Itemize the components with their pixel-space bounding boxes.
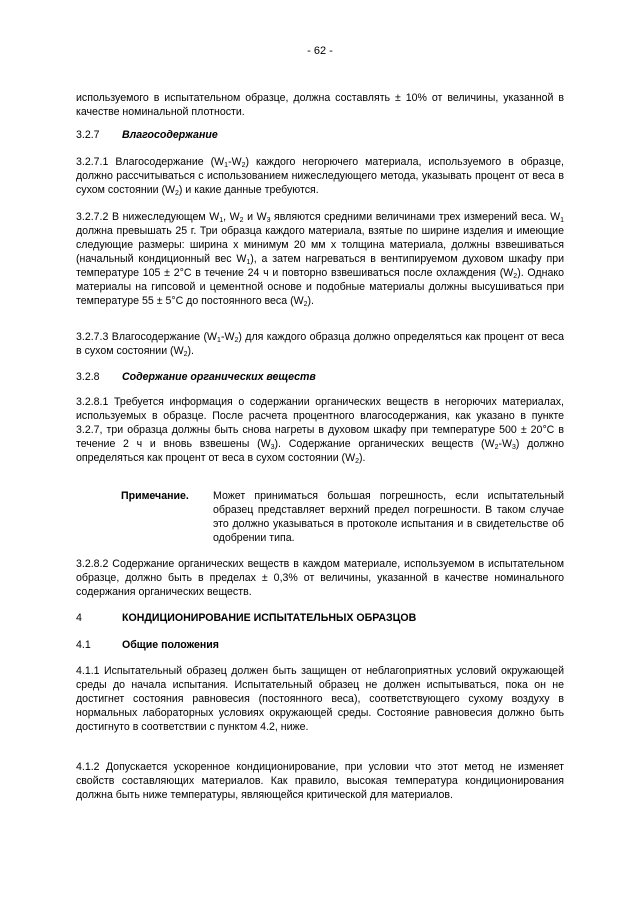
paragraph-3-2-7-2: 3.2.7.2 В нижеследующем $W_1$, $W_2$ и $W_3$ являются средними величинами трех измерений веса. $W_1$ должна превышать 25 г. Три образца каждого материала, взятые по ширине изделия и имеющие следующие размеры: ширина х минимум 20 мм х толщина материала, должны взвешиваться (начальный кондиционный вес $W_1$), а затем нагреваться в вентипируемом духовом шкафу при температуре 105 ± 2°С в течение 24 ч и повторно взвешиваться после охлаждения $(W_2)$. Однако материалы на гипсовой и цементной основе и подобные материалы должны высушиваться при температуре 55 ± 5°С до постоянного веса $(W_2)$. [76, 211, 565, 308]
section-number: 4 [76, 612, 82, 624]
section-number: 3.2.7 [76, 129, 100, 141]
paragraph-3-2-8-1: 3.2.8.1 Требуется информация о содержании органических веществ в негорючих материалах, используемых в образце. После расчета процентного влагосодержания, как указано в пункте 3.2.7, три образца должны быть снова нагреты в духовом шкафу при температуре 500 ± 20°С в течение 2 ч и вновь взвешены $(W_3)$. Содержание органических веществ $(W_2-W_3)$ должно определяться как процент от веса в сухом состоянии $(W_2)$. [76, 396, 565, 465]
paragraph-3-2-7-1: 3.2.7.1 Влагосодержание $(W_1-W_2)$ каждого негорючего материала, используемого в образце, должно рассчитываться с использованием нижеследующего метода, указывать процент от веса в сухом состоянии $(W_2)$ и какие данные требуются. [76, 156, 564, 197]
section-heading-3-2-8 [76, 370, 564, 384]
paragraph-4-1-1: 4.1.1 Испытательный образец должен быть защищен от неблагоприятных условий окружающей среды до начала испытания. Испытательный образец не должен испытываться, пока он не достигнет состояния равновесия (постоянного веса), соответствующего сухому воздуху в нормальных лабораторных условиях окружающей среды. Состояние равновесия должно быть достигнуто в соответствии с пунктом 4.2, ниже. [76, 665, 564, 733]
section-heading-3-2-7 [76, 128, 564, 142]
paragraph-3-2-8-2: 3.2.8.2 Содержание органических веществ в каждом материале, используемом в испытательном образце, должно быть в пределах ± 0,3% от величины, указанной в качестве номинального содержания органических веществ. [76, 558, 564, 598]
section-number: 4.1 [76, 639, 91, 651]
paragraph-intro: используемого в испытательном образце, должна составлять ± 10% от величины, указанной в качестве номинальной плотности. [76, 92, 564, 118]
section-title: Влагосодержание [122, 129, 218, 141]
section-heading-4-1 [76, 638, 564, 652]
page-number: - 62 - [307, 45, 333, 57]
section-title: Общие положения [122, 639, 219, 651]
section-title: КОНДИЦИОНИРОВАНИЕ ИСПЫТАТЕЛЬНЫХ ОБРАЗЦОВ [122, 612, 417, 624]
note-text: Может приниматься большая погрешность, если испытательный образец представляет верхний предел погрешности. В таком случае это должно указываться в протоколе испытания и в свидетельстве об одобрении типа. [213, 490, 564, 544]
paragraph-3-2-7-3: 3.2.7.3 Влагосодержание $(W_1-W_2)$ для каждого образца должно определяться как процент от веса в сухом состоянии $(W_2)$. [76, 331, 564, 358]
chapter-heading-4 [76, 611, 564, 625]
note-label: Примечание. [121, 490, 189, 502]
section-number: 3.2.8 [76, 371, 100, 383]
paragraph-4-1-2: 4.1.2 Допускается ускоренное кондиционирование, при условии что этот метод не изменяет свойств составляющих материалов. Как правило, высокая температура кондиционирования должна быть ниже температуры, являющейся критической для материалов. [76, 761, 564, 801]
section-title: Содержание органических веществ [122, 371, 316, 383]
